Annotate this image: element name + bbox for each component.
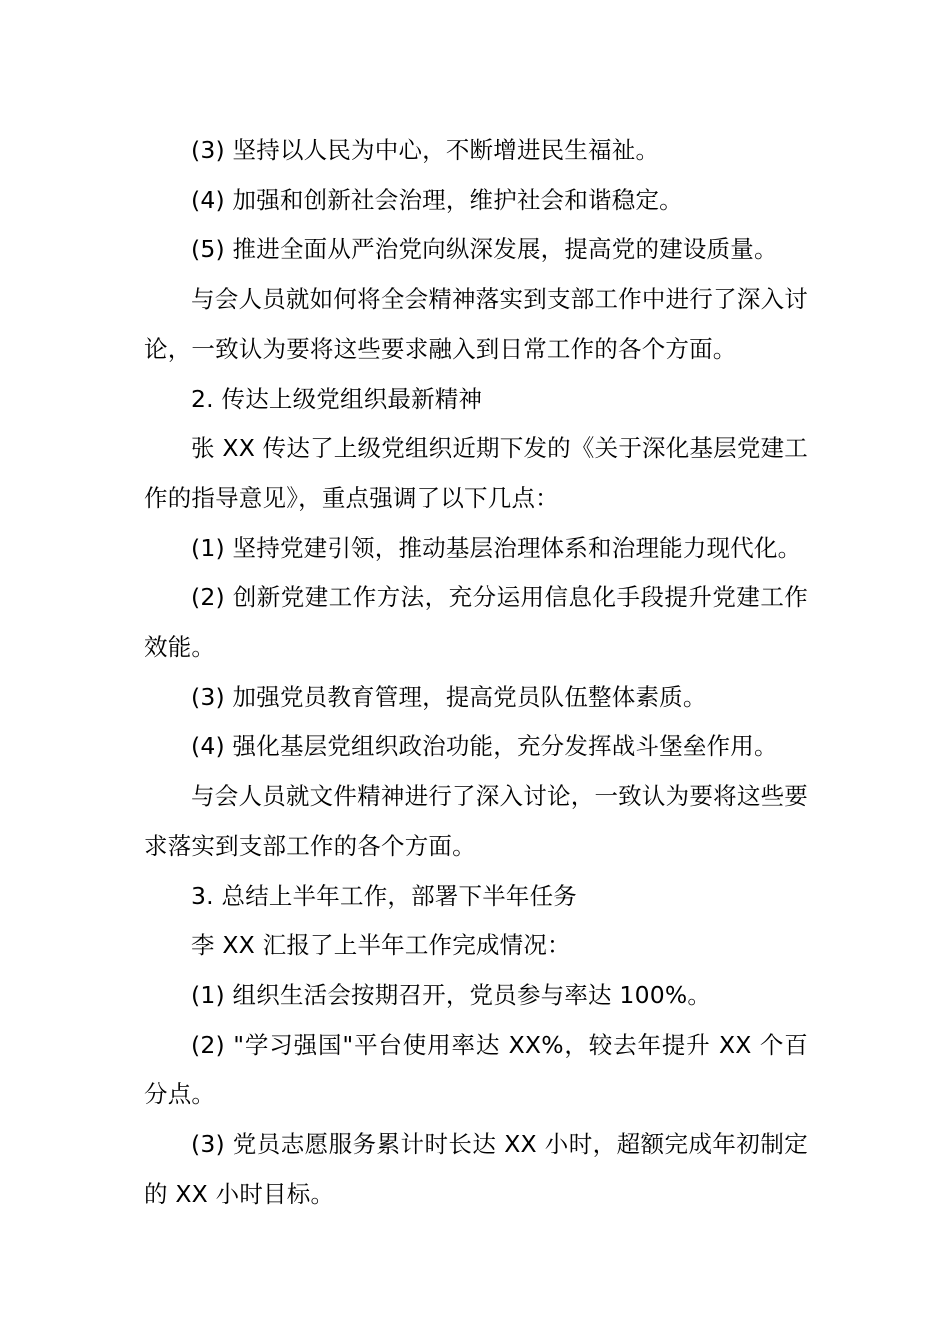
list-item-innovate-methods: (2) 创新党建工作方法，充分运用信息化手段提升党建工作效能。 [144,583,808,662]
list-item-party-discipline: (5) 推进全面从严治党向纵深发展，提高党的建设质量。 [191,235,778,264]
list-item-study-platform: (2) "学习强国"平台使用率达 XX%，较去年提升 XX 个百分点。 [144,1030,808,1109]
section-heading-2: 2. 传达上级党组织最新精神 [191,384,483,413]
list-item-strengthen-people-centered: (3) 坚持以人民为中心，不断增进民生福祉。 [191,136,660,164]
list-item-member-education: (3) 加强党员教育管理，提高党员队伍整体素质。 [191,682,707,711]
list-item-organization-meetings: (1) 组织生活会按期召开，党员参与率达 100%。 [191,980,712,1009]
list-item-political-function: (4) 强化基层党组织政治功能，充分发挥战斗堡垒作用。 [191,732,778,761]
document-discussion-paragraph: 与会人员就文件精神进行了深入讨论，一致认为要将这些要求落实到支部工作的各个方面。 [144,782,808,860]
list-item-social-governance: (4) 加强和创新社会治理，维护社会和谐稳定。 [191,185,683,214]
discussion-summary-paragraph: 与会人员就如何将全会精神落实到支部工作中进行了深入讨论，一致认为要将这些要求融入到日常工作的各个方面。 [144,285,808,363]
list-item-party-leadership: (1) 坚持党建引领，推动基层治理体系和治理能力现代化。 [191,533,802,562]
section-heading-3: 3. 总结上半年工作，部署下半年任务 [191,881,577,910]
document-body [144,126,808,1219]
list-item-volunteer-hours: (3) 党员志愿服务累计时长达 XX 小时，超额完成年初制定的 XX 小时目标。 [144,1130,808,1208]
work-report-intro-paragraph: 李 XX 汇报了上半年工作完成情况： [191,931,571,960]
directive-intro-paragraph: 张 XX 传达了上级党组织近期下发的《关于深化基层党建工作的指导意见》，重点强调了以下几点： [144,434,808,512]
